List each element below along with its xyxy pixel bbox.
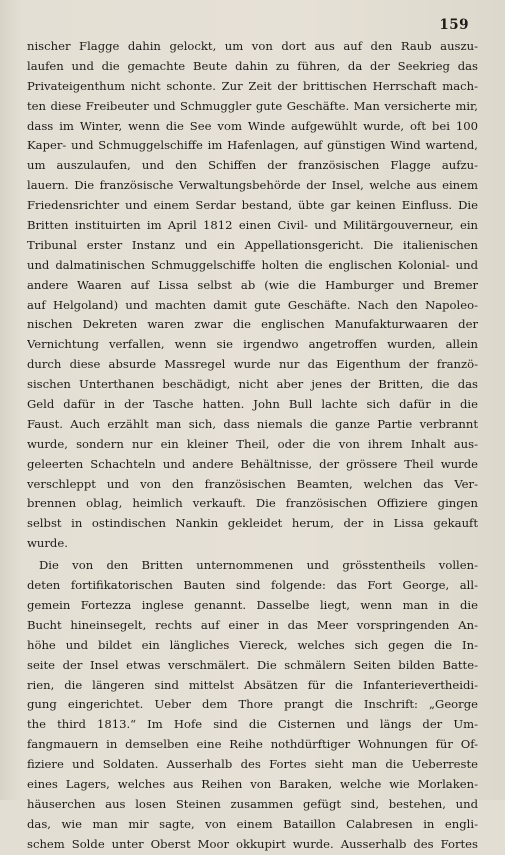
text-line: Kaper- und Schmuggelschiffe im Hafenlagen, auf günstigen Wind wartend, <box>27 138 478 153</box>
text-line: nischer Flagge dahin gelockt, um von dort aus auf den Raub auszu- <box>27 39 478 53</box>
text-line: sischen Unterthanen beschädigt, nicht aber jenes der Britten, die das <box>27 377 478 392</box>
text-line: laufen und die gemachte Beute dahin zu führen, da der Seekrieg das <box>27 58 478 73</box>
text-line: durch diese absurde Massregel wurde nur das Eigenthum der franzö- <box>27 357 478 372</box>
text-line: wurde. <box>27 536 68 551</box>
text-line: Faust. Auch erzählt man sich, dass niemals die ganze Partie verbrannt <box>27 416 478 431</box>
text-line: und dalmatinischen Schmuggelschiffe holten die englischen Kolonial- und <box>27 257 478 272</box>
text-line: lauern. Die französische Verwaltungsbehörde der Insel, welche aus einem <box>27 178 478 193</box>
text-line: nischen Dekreten waren zwar die englischen Manufakturwaaren der <box>27 317 478 332</box>
text-line: wurde, sondern nur ein kleiner Theil, oder die von ihrem Inhalt aus- <box>27 436 478 451</box>
text-line: dass im Winter, wenn die See vom Winde aufgewühlt wurde, oft bei 100 <box>27 118 478 133</box>
text-line: gemein Fortezza inglese genannt. Dasselbe liegt, wenn man in die <box>27 597 478 612</box>
page-number: 159 <box>439 17 469 33</box>
text-line: rien, die längeren sind mittelst Absätzen für die Infanterievertheidi- <box>27 677 478 692</box>
text-line: verschleppt und von den französischen Beamten, welchen das Ver- <box>27 476 478 491</box>
text-line: häuserchen aus losen Steinen zusammen gefügt sind, bestehen, und <box>27 796 478 811</box>
text-line: the third 1813.“ Im Hofe sind die Cisternen und längs der Um- <box>27 717 478 732</box>
text-line: höhe und bildet ein längliches Viereck, welches sich gegen die In- <box>27 637 478 652</box>
text-line: Geld dafür in der Tasche hatten. John Bull lachte sich dafür in die <box>27 397 478 412</box>
text-line: geleerten Schachteln und andere Behältnisse, der grössere Theil wurde <box>27 456 478 471</box>
text-line: gung eingerichtet. Ueber dem Thore prangt die Inschrift: „George <box>27 697 478 712</box>
text-line: schem Solde unter Oberst Moor okkupirt wurde. Ausserhalb des Fortes <box>27 836 478 851</box>
text-line: Die von den Britten unternommenen und grösstentheils vollen- <box>39 558 478 573</box>
text-line: fangmauern in demselben eine Reihe nothdürftiger Wohnungen für Of- <box>27 737 478 752</box>
text-line: Tribunal erster Instanz und ein Appellationsgericht. Die italienischen <box>27 237 478 252</box>
text-line: andere Waaren auf Lissa selbst ab (wie die Hamburger und Bremer <box>27 277 478 292</box>
text-line: Privateigenthum nicht schonte. Zur Zeit der brittischen Herrschaft mach- <box>27 78 478 93</box>
text-line: Britten instituirten im April 1812 einen Civil- und Militärgouverneur, ein <box>27 218 478 233</box>
paragraph-2 <box>27 556 478 854</box>
text-line: deten fortifikatorischen Bauten sind folgende: das Fort George, all- <box>27 578 478 593</box>
text-line: brennen oblag, heimlich verkauft. Die französischen Offiziere gingen <box>27 496 478 511</box>
text-line: das, wie man mir sagte, von einem Bataillon Calabresen in engli- <box>27 816 478 831</box>
text-line: um auszulaufen, und den Schiffen der französischen Flagge aufzu- <box>27 158 478 173</box>
paragraph-1 <box>27 37 478 554</box>
text-line: Bucht hineinsegelt, rechts auf einer in das Meer vorspringenden An- <box>27 617 478 632</box>
text-line: Vernichtung verfallen, wenn sie irgendwo angetroffen wurden, allein <box>27 337 478 352</box>
text-line: selbst in ostindischen Nankin gekleidet herum, der in Lissa gekauft <box>27 516 478 531</box>
text-line: seite der Insel etwas verschmälert. Die schmälern Seiten bilden Batte- <box>27 657 478 672</box>
text-line: eines Lagers, welches aus Reihen von Baraken, welche wie Morlaken- <box>27 776 478 791</box>
text-line: fiziere und Soldaten. Ausserhalb des Fortes sieht man die Ueberreste <box>27 757 478 772</box>
text-line: ten diese Freibeuter und Schmuggler gute Geschäfte. Man versicherte mir, <box>27 98 478 113</box>
text-line: auf Helgoland) und machten damit gute Geschäfte. Nach den Napoleo- <box>27 297 478 312</box>
text-line: Friedensrichter und einem Serdar bestand, übte gar keinen Einfluss. Die <box>27 198 478 213</box>
body-text <box>27 37 478 855</box>
